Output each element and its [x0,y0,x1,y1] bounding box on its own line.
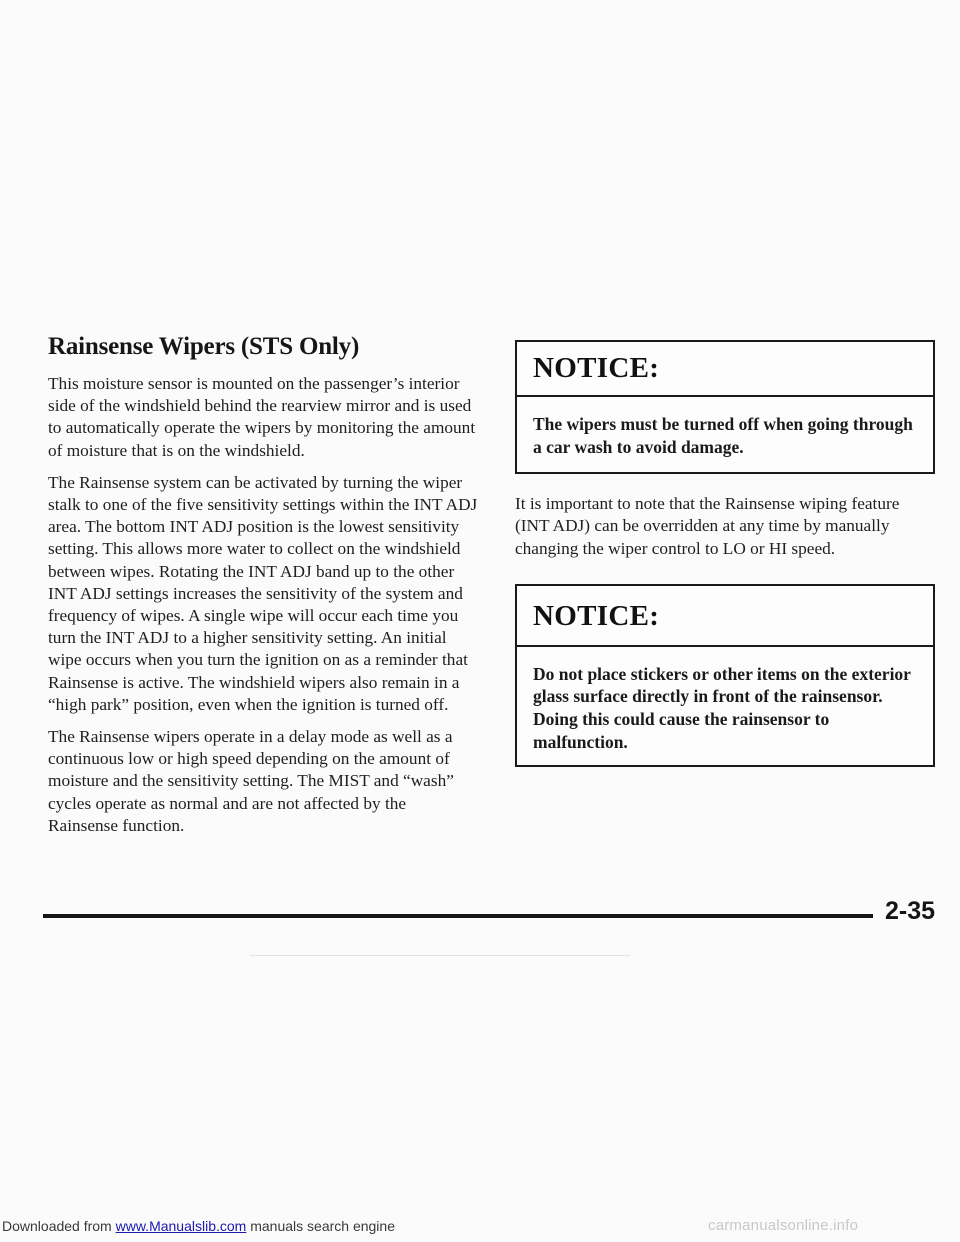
watermark-suffix: manuals search engine [246,1218,395,1234]
watermark-prefix: Downloaded from [2,1218,116,1234]
scan-artifact-line [250,955,630,956]
notice-text: The wipers must be turned off when going through a car wash to avoid damage. [533,414,913,457]
page-number: 2-35 [885,897,936,925]
paragraph-sensor-location: This moisture sensor is mounted on the passenger’s interior side of the windshield behind the rearview mirror and is used to automatically operate the wipers by monitoring the amount of moisture that is on the windshield. [48,374,476,460]
notice-heading: NOTICE: [517,586,933,647]
site-watermark: carmanualsonline.info [708,1217,859,1234]
right-column [515,340,935,767]
notice-text: Do not place stickers or other items on the exterior glass surface directly in front of the rainsensor. Doing this could cause the rainsensor to malfunction. [533,663,911,752]
notice-heading: NOTICE: [517,342,933,397]
paragraph-operation-modes: The Rainsense wipers operate in a delay mode as well as a continuous low or high speed depending on the amount of moisture and the sensitivity setting. The MIST and “wash” cycles operate as normal and are not affected by the Rainsense function. [48,727,454,835]
manualslib-link[interactable]: www.Manualslib.com [115,1218,247,1234]
footer-rule [43,914,873,918]
notice-box-stickers [515,584,935,767]
section-title: Rainsense Wipers (STS Only) [48,333,360,360]
left-column [48,333,478,847]
download-watermark [2,1218,395,1234]
paragraph-activation: The Rainsense system can be activated by turning the wiper stalk to one of the five sensitivity settings within the INT ADJ area. The bottom INT ADJ position is the lowest sensitivity setting. This allows more water to collect on the windshield between wipes. Rotating the INT ADJ band up to the other INT ADJ settings increases the sensitivity of the system and frequency of wipes. A single wipe will occur each time you turn the INT ADJ to a higher sensitivity setting. An initial wipe occurs when you turn the ignition on as a reminder that Rainsense is active. The windshield wipers also remain in a “high park” position, even when the ignition is turned off. [48,472,478,714]
paragraph-override: It is important to note that the Rainsense wiping feature (INT ADJ) can be overridden at any time by manually changing the wiper control to LO or HI speed. [515,494,900,558]
notice-box-car-wash [515,340,935,474]
